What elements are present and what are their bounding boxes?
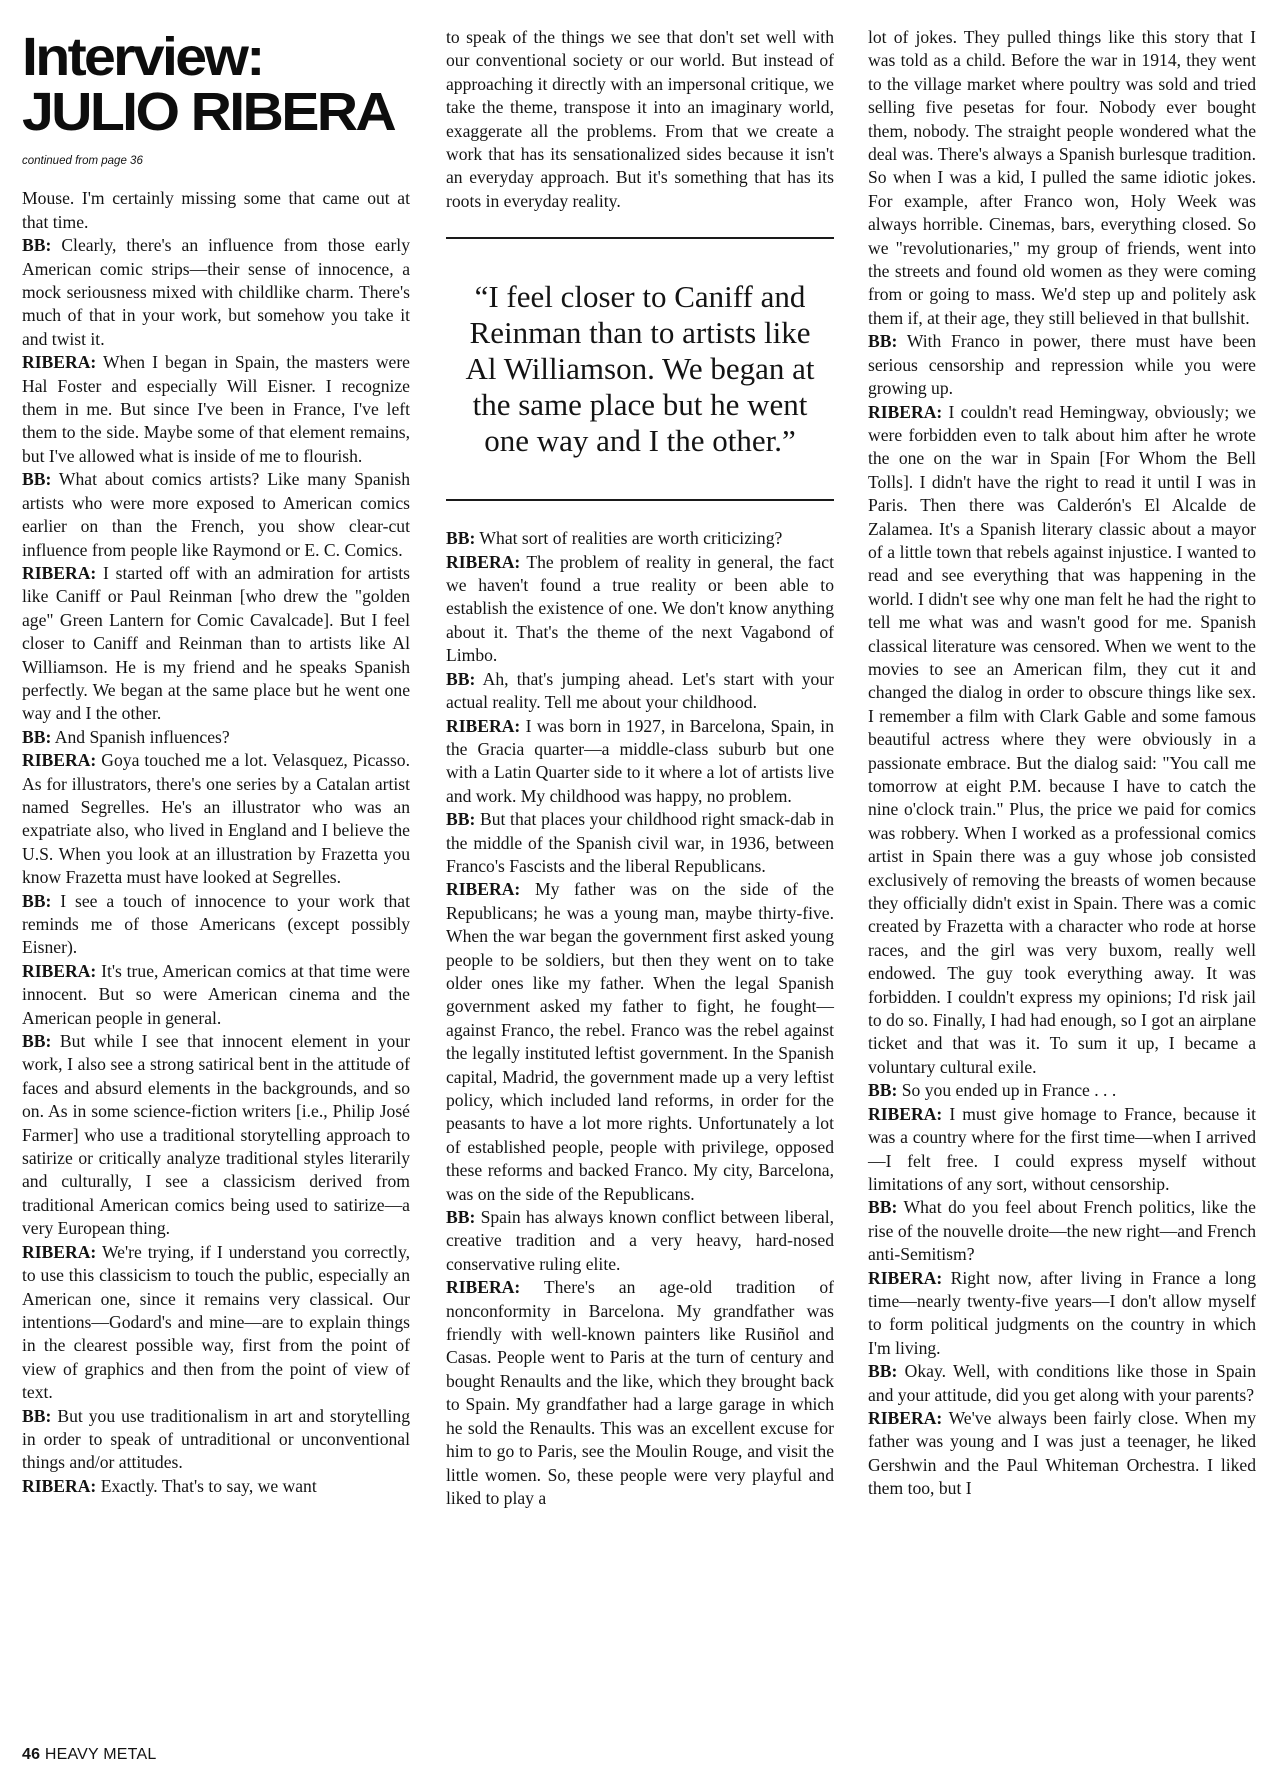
speaker-bb: BB: [446,1207,476,1228]
paragraph-text: We've always been fairly close. When my father was young and I was just a teenager, he liked Gershwin and the Paul Whiteman Orchestra. I liked them too, but I [868,1407,1256,1499]
paragraph [22,960,410,1030]
paragraph-text: lot of jokes. They pulled things like this story that I was told as a child. Before the war in 1914, they went to the village market where poultry was sold and tried selling five pesetas for four. Nobody ever bought them, nobody. The straight people wondered what the deal was. There's always a Spanish burlesque tradition. So when I was a kid, I pulled the same idiotic jokes. For example, after Franco won, Holy Week was always horrible. Cinemas, bars, everything closed. So we "revolutionaries," my group of friends, went into the streets and found old women as they were coming from or going to mass. We'd step up and politely ask them if, at their age, they still believed in that bullshit. [868,27,1256,328]
speaker-ribera: RIBERA: [22,750,97,771]
paragraph [22,187,410,234]
paragraph [22,468,410,562]
paragraph [22,1241,410,1405]
paragraph [868,401,1256,1080]
paragraph [446,1276,834,1510]
speaker-bb: BB: [868,1197,898,1218]
speaker-ribera: RIBERA: [446,1277,521,1298]
speaker-bb: BB: [868,1361,898,1382]
paragraph [868,1360,1256,1407]
speaker-bb: BB: [446,668,476,689]
paragraph [22,1405,410,1475]
paragraph-text: What do you feel about French politics, like the rise of the nouvelle droite—the new right—and French anti-Semitism? [868,1197,1256,1265]
paragraph [446,26,834,213]
paragraph-text: Goya touched me a lot. Velasquez, Picasso. As for illustrators, there's one series by a Catalan artist named Segrelles. He's an illustrator who was an expatriate also, who lived in England and I believe the U.S. When you look at an illustration by Frazetta you know Frazetta must have looked at Segrelles. [22,750,410,888]
paragraph-text: Okay. Well, with conditions like those in Spain and your attitude, did you get along with your parents? [868,1361,1256,1405]
paragraph [868,330,1256,400]
paragraph [868,1079,1256,1102]
paragraph-text: It's true, American comics at that time were innocent. But so were American cinema and the American people in general. [22,960,410,1028]
speaker-ribera: RIBERA: [22,1475,97,1496]
paragraph-text: Ah, that's jumping ahead. Let's start with your actual reality. Tell me about your childhood. [446,668,834,713]
paragraph-text: I must give homage to France, because it was a country where for the first time—when I arrived—I felt free. I could express myself without limitations of any sort, without censorship. [868,1103,1256,1194]
speaker-bb: BB: [22,1031,52,1052]
paragraph-text: I see a touch of innocence to your work that reminds me of those Americans (except possibly Eisner). [22,890,410,958]
speaker-ribera: RIBERA: [446,551,521,572]
paragraph-text: So you ended up in France . . . [897,1080,1117,1101]
paragraph-text: But you use traditionalism in art and storytelling in order to speak of untraditional or unconventional things and/or attitudes. [22,1405,410,1473]
paragraph-text: And Spanish influences? [51,726,230,747]
speaker-ribera: RIBERA: [22,960,97,981]
title-line-1: Interview: [22,27,263,87]
column-3-text [868,26,1256,1501]
column-2-top-text [446,26,834,213]
speaker-ribera: RIBERA: [868,1407,943,1428]
column-1-text [22,187,410,1498]
paragraph [868,26,1256,330]
paragraph [22,726,410,749]
paragraph [868,1103,1256,1197]
paragraph [22,562,410,726]
paragraph-text: I couldn't read Hemingway, obviously; we were forbidden even to talk about him after he wrote the one on the war in Spain [For Whom the Bell Tolls]. I didn't have the right to read it until I was in Paris. Then there was Calderón's El Alcalde de Zalamea. It's a Spanish literary classic about a mayor of a little town that rebels against injustice. I wanted to read and see everything that was happening in the world. I didn't see why one man felt he had the right to tell me what was and wasn't good for me. Spanish classical literature was censored. When we went to the movies to see an American film, they cut it and changed the dialog in order to obscure things like sex. I remember a film with Clark Gable and some famous beautiful actress where they were obviously in a passionate embrace. But the dialog said: "You call me tomorrow at eight P.M. because I have to catch the nine o'clock train." Plus, the price we paid for comics was robbery. When I worked as a professional comics artist in Spain there was a guy whose job consisted exclusively of removing the breasts of women because they officially didn't exist in Spain. There was a comic created by Frazetta with a character who rode at horse races, and the girl was very buxom, really well endowed. The guy took everything away. It was forbidden. I couldn't express my opinions; I'd risk jail to do so. Finally, I had had enough, so I got an airplane ticket and that was it. To sum it up, I became a voluntary cultural exile. [868,401,1256,1077]
paragraph [446,1206,834,1276]
paragraph-text: Spain has always known conflict between liberal, creative tradition and a very heavy, hard-nosed conservative ruling elite. [446,1207,834,1274]
column-3 [868,26,1256,1501]
paragraph [22,351,410,468]
paragraph-text: The problem of reality in general, the fact we haven't found a true reality or been able to establish the existence of one. We don't know anything about it. That's the theme of the next Vagabond of Limbo. [446,551,834,666]
paragraph [868,1267,1256,1361]
paragraph-text: My father was on the side of the Republicans; he was a young man, maybe thirty-five. When the war began the government first asked young people to be soldiers, but then they went on to take older ones like my father. When the legal Spanish government asked my father to fight, he fought—against Franco, the rebel. Franco was the rebel against the legally instituted leftist government. In the Spanish capital, Madrid, the government made up a very leftist policy, which included land reforms, in order for the peasants to have a lot more rights. Unfortunately a lot of established people, people with privilege, opposed these reforms and backed Franco. My city, Barcelona, was on the side of the Republicans. [446,879,834,1204]
magazine-name: HEAVY METAL [44,1746,157,1763]
paragraph-text: Exactly. That's to say, we want [96,1475,317,1496]
speaker-bb: BB: [22,890,52,911]
title-line-2: JULIO RIBERA [22,82,395,142]
column-2-bottom-text [446,527,834,1510]
column-2 [446,26,834,1510]
paragraph [22,1475,410,1498]
speaker-bb: BB: [868,1080,898,1101]
speaker-bb: BB: [868,331,898,352]
speaker-bb: BB: [22,469,52,490]
speaker-ribera: RIBERA: [22,1241,97,1262]
paragraph-text: Mouse. I'm certainly missing some that came out at that time. [22,188,410,232]
paragraph-text: What sort of realities are worth criticizing? [475,528,783,549]
speaker-ribera: RIBERA: [22,352,97,373]
pull-quote-top-rule [446,237,834,239]
speaker-bb: BB: [22,1405,52,1426]
speaker-bb: BB: [446,528,476,549]
continued-note: continued from page 36 [22,155,143,167]
speaker-ribera: RIBERA: [446,715,521,736]
speaker-bb: BB: [22,726,52,747]
paragraph [22,234,410,351]
paragraph-text: But that places your childhood right smack-dab in the middle of the Spanish civil war, in 1936, between Franco's Fascists and the liberal Republicans. [446,809,834,876]
pull-quote-bottom-rule [446,499,834,501]
paragraph-text: But while I see that innocent element in your work, I also see a strong satirical bent in the attitude of faces and absurd elements in the backgrounds, and so on. As in some science-fiction writers [i.e., Philip José Farmer] who use a traditional storytelling approach to satirize or critically analyze traditional styles literarily and culturally, I see a classicism derived from traditional American comics being used to satirize—a very European thing. [22,1031,410,1239]
paragraph-text: Clearly, there's an influence from those early American comic strips—their sense of innocence, a mock seriousness mixed with childlike charm. There's much of that in your work, but somehow you take it and twist it. [22,235,410,349]
paragraph [446,715,834,809]
speaker-ribera: RIBERA: [446,879,521,900]
speaker-ribera: RIBERA: [868,1267,943,1288]
paragraph [446,527,834,550]
paragraph-text: What about comics artists? Like many Spanish artists who were more exposed to American comics earlier on than the French, you show clear-cut influence from people like Raymond or E. C. Comics. [22,469,410,560]
paragraph [446,668,834,715]
paragraph [446,878,834,1206]
paragraph-text: When I began in Spain, the masters were Hal Foster and especially Will Eisner. I recognize them in me. But since I've been in France, I've left them to the side. Maybe some of that element remains, but I've allowed what is inside of me to flourish. [22,352,410,466]
article-title [22,27,433,142]
column-1 [22,27,410,1498]
page-number: 46 [22,1746,41,1763]
paragraph-text: There's an age-old tradition of nonconformity in Barcelona. My grandfather was friendly with well-known painters like Rusiñol and Casas. People went to Paris at the turn of century and bought Renaults and the like, which they brought back to Spain. My grandfather had a large garage in which he sold the Renaults. This was an excellent excuse for him to go to Paris, see the Moulin Rouge, and visit the little women. So, these people were very playful and liked to play a [446,1277,834,1508]
speaker-ribera: RIBERA: [868,1103,943,1124]
speaker-bb: BB: [446,809,476,830]
paragraph-text: I started off with an admiration for artists like Caniff or Paul Reinman [who drew the "golden age" Green Lantern for Comic Cavalcade]. But I feel closer to Caniff and Reinman than to artists like Al Williamson. He is my friend and he speaks Spanish perfectly. We began at the same place but he went one way and I the other. [22,562,410,724]
paragraph-text: With Franco in power, there must have been serious censorship and repression while you were growing up. [868,331,1256,399]
paragraph [446,551,834,668]
paragraph-text: I was born in 1927, in Barcelona, Spain, in the Gracia quarter—a middle-class suburb but one with a Latin Quarter side to it where a lot of artists live and work. My childhood was happy, no problem. [446,715,834,806]
paragraph-text: to speak of the things we see that don't set well with our conventional society or our world. But instead of approaching it directly with an impersonal critique, we take the theme, transpose it into an imaginary world, exaggerate all the problems. From that we create a work that has its sensationalized sides because it isn't an everyday approach. But it's something that has its roots in everyday reality. [446,27,834,211]
paragraph [868,1407,1256,1501]
paragraph-text: Right now, after living in France a long time—nearly twenty-five years—I don't allow myself to form political judgments on the country in which I'm living. [868,1267,1256,1358]
paragraph [22,1030,410,1241]
speaker-ribera: RIBERA: [22,562,97,583]
speaker-bb: BB: [22,235,52,256]
paragraph [22,749,410,889]
pull-quote: “I feel closer to Caniff and Reinman than to artists like Al Williamson. We began at the same place but he went one way and I the other.” [465,279,815,459]
paragraph-text: We're trying, if I understand you correctly, to use this classicism to touch the public, especially an American one, since it remains very classical. Our intentions—Godard's and mine—are to explain things in the clearest possible way, first from the point of view of graphics and then from the point of view of text. [22,1241,410,1403]
speaker-ribera: RIBERA: [868,401,943,422]
paragraph [446,808,834,878]
paragraph [22,890,410,960]
paragraph [868,1196,1256,1266]
page-footer [22,1746,156,1764]
